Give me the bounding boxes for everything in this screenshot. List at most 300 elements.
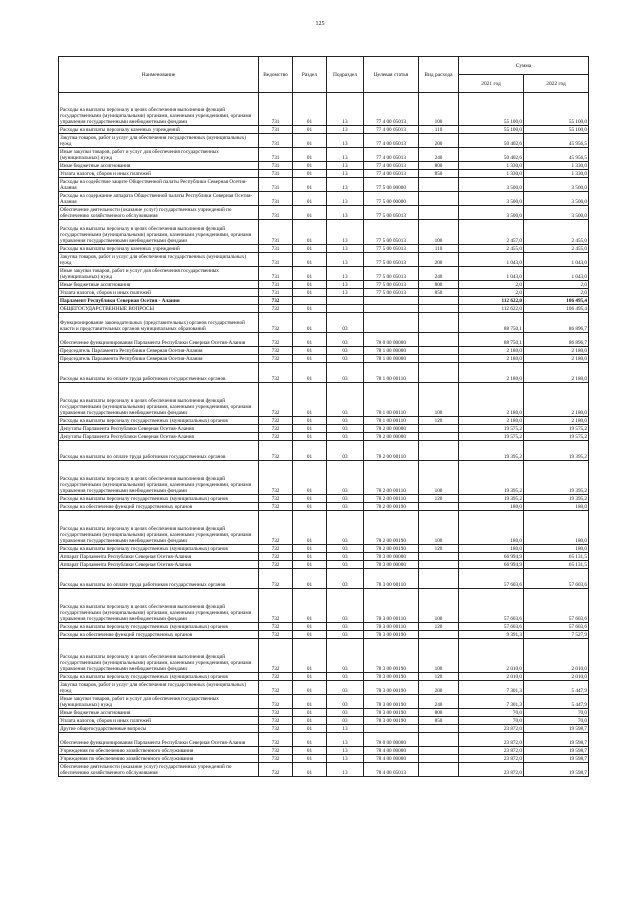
row-target-article: 78 0 00 00000 — [364, 733, 419, 747]
row-target-article: 78 3 00 00190 — [364, 639, 419, 673]
row-target-article: 77 5 00 05013 — [364, 267, 419, 281]
row-section: 01 — [293, 220, 327, 245]
row-sum-2022: 3 500,0 — [524, 192, 589, 206]
row-target-article: 78 1 00 00000 — [364, 355, 419, 363]
row-subsection: 13 — [327, 755, 364, 763]
row-subsection: 03 — [327, 709, 364, 717]
row-subsection: 13 — [327, 267, 364, 281]
row-sum-2021: 57 603,6 — [459, 589, 524, 623]
row-expense-type: 100 — [419, 383, 459, 417]
row-name: Расходы на выплаты персоналу государственных (муниципальных) органов — [59, 417, 259, 425]
row-expense-type: 120 — [419, 623, 459, 631]
row-department: 732 — [259, 363, 293, 383]
row-sum-2021: 88 750,1 — [459, 313, 524, 333]
row-subsection: 03 — [327, 639, 364, 673]
row-department: 732 — [259, 639, 293, 673]
row-department: 732 — [259, 673, 293, 681]
row-name: Обеспечение деятельности (оказание услуг) государственных учреждений по обеспечению хозяйственного обслуживания — [59, 206, 259, 220]
row-subsection: 13 — [327, 206, 364, 220]
header-sum: Сумма — [459, 57, 589, 75]
table-row — [59, 347, 589, 355]
row-expense-type: 100 — [419, 93, 459, 126]
row-name: Иные бюджетные ассигнования — [59, 281, 259, 289]
page-number: 125 — [315, 21, 325, 27]
row-name: Уплата налогов, сборов и иных платежей — [59, 170, 259, 178]
row-name: Расходы на выплаты по оплате труда работников государственных органов — [59, 441, 259, 461]
row-expense-type: 200 — [419, 253, 459, 267]
row-name: Расходы на содействие защите Общественной палаты Республики Северная Осетия-Алания — [59, 178, 259, 192]
row-expense-type: 850 — [419, 170, 459, 178]
row-sum-2022: 2 180,0 — [524, 383, 589, 417]
row-sum-2021: 2,0 — [459, 281, 524, 289]
row-target-article: 78 3 00 00190 — [364, 673, 419, 681]
row-target-article: 78 3 00 00190 — [364, 695, 419, 709]
row-target-article: 78 2 00 00190 — [364, 503, 419, 511]
row-subsection: 13 — [327, 253, 364, 267]
row-sum-2022: 65 131,5 — [524, 553, 589, 561]
row-sum-2022: 65 131,5 — [524, 561, 589, 569]
row-sum-2022: 180,0 — [524, 503, 589, 511]
row-name: Расходы на содержание аппарата Общественной палаты Республики Северная Осетия-Алания — [59, 192, 259, 206]
row-sum-2022: 1 330,0 — [524, 170, 589, 178]
row-sum-2022: 19 395,2 — [524, 495, 589, 503]
row-expense-type — [419, 763, 459, 777]
table-row — [59, 170, 589, 178]
row-expense-type: 120 — [419, 545, 459, 553]
table-row — [59, 93, 589, 126]
row-expense-type — [419, 425, 459, 433]
row-subsection: 13 — [327, 763, 364, 777]
row-section: 01 — [293, 709, 327, 717]
row-subsection: 13 — [327, 289, 364, 297]
row-expense-type — [419, 297, 459, 305]
row-target-article — [364, 725, 419, 733]
row-department: 732 — [259, 461, 293, 495]
table-row — [59, 733, 589, 747]
row-name: Депутаты Парламента Республики Северная Осетия-Алания — [59, 433, 259, 441]
row-subsection: 03 — [327, 433, 364, 441]
row-sum-2021: 23 872,0 — [459, 733, 524, 747]
row-expense-type — [419, 313, 459, 333]
table-row — [59, 267, 589, 281]
table-row — [59, 553, 589, 561]
row-expense-type: 240 — [419, 695, 459, 709]
row-sum-2022: 2 455,0 — [524, 245, 589, 253]
row-sum-2021: 55 100,0 — [459, 93, 524, 126]
row-section: 01 — [293, 313, 327, 333]
row-sum-2021: 50 402,6 — [459, 148, 524, 162]
row-name: Расходы на выплаты персоналу в целях обеспечения выполнения функций государственными (муниципальными) органами, казенными учреждениями, органами управления государственными внебюджетными фондами — [59, 383, 259, 417]
table-row — [59, 433, 589, 441]
row-target-article: 77 5 00 00000 — [364, 192, 419, 206]
table-row — [59, 755, 589, 763]
row-target-article: 78 3 00 00110 — [364, 623, 419, 631]
table-row — [59, 333, 589, 347]
table-row — [59, 206, 589, 220]
row-section: 01 — [293, 417, 327, 425]
row-name: Другие общегосударственные вопросы — [59, 725, 259, 733]
row-name: Аппарат Парламента Республики Северная Осетия-Алания — [59, 561, 259, 569]
row-expense-type — [419, 553, 459, 561]
table-row — [59, 725, 589, 733]
row-sum-2022: 57 603,6 — [524, 569, 589, 589]
row-section: 01 — [293, 561, 327, 569]
row-sum-2021: 23 872,0 — [459, 763, 524, 777]
row-expense-type: 100 — [419, 639, 459, 673]
row-sum-2021: 2 010,0 — [459, 673, 524, 681]
row-sum-2022: 3 500,0 — [524, 178, 589, 192]
row-sum-2022: 19 598,7 — [524, 725, 589, 733]
row-section: 01 — [293, 673, 327, 681]
table-row — [59, 363, 589, 383]
row-target-article: 78 4 00 00000 — [364, 747, 419, 755]
row-department: 731 — [259, 162, 293, 170]
row-department: 732 — [259, 589, 293, 623]
row-subsection: 13 — [327, 162, 364, 170]
table-row — [59, 545, 589, 553]
row-sum-2021: 7 301,3 — [459, 695, 524, 709]
row-sum-2022: 70,0 — [524, 717, 589, 725]
row-department: 732 — [259, 503, 293, 511]
header-name: Наименование — [59, 57, 259, 93]
row-target-article: 78 3 00 00000 — [364, 553, 419, 561]
row-name: ОБЩЕГОСУДАРСТВЕННЫЕ ВОПРОСЫ — [59, 305, 259, 313]
row-name: Расходы на выплаты персоналу государственных (муниципальных) органов — [59, 545, 259, 553]
row-name: Уплата налогов, сборов и иных платежей — [59, 289, 259, 297]
row-expense-type: 110 — [419, 126, 459, 134]
row-department: 731 — [259, 148, 293, 162]
row-sum-2022: 57 603,6 — [524, 589, 589, 623]
row-sum-2022: 180,0 — [524, 545, 589, 553]
row-name: Председатель Парламента Республики Северная Осетия-Алания — [59, 347, 259, 355]
row-department: 732 — [259, 681, 293, 695]
table-row — [59, 178, 589, 192]
row-sum-2021: 19 575,2 — [459, 433, 524, 441]
row-name: Иные бюджетные ассигнования — [59, 162, 259, 170]
row-subsection: 03 — [327, 717, 364, 725]
row-expense-type: 120 — [419, 495, 459, 503]
row-subsection: 03 — [327, 363, 364, 383]
row-sum-2021: 23 872,0 — [459, 755, 524, 763]
row-sum-2021: 112 622,0 — [459, 297, 524, 305]
row-section: 01 — [293, 511, 327, 545]
row-expense-type — [419, 206, 459, 220]
table-row — [59, 561, 589, 569]
row-expense-type — [419, 755, 459, 763]
row-subsection: 03 — [327, 495, 364, 503]
row-section: 01 — [293, 245, 327, 253]
row-sum-2021: 19 395,2 — [459, 441, 524, 461]
row-expense-type: 100 — [419, 220, 459, 245]
row-subsection: 03 — [327, 589, 364, 623]
row-sum-2021: 19 395,2 — [459, 461, 524, 495]
table-row — [59, 461, 589, 495]
row-section: 01 — [293, 281, 327, 289]
row-sum-2021: 57 603,6 — [459, 623, 524, 631]
row-sum-2022: 2 180,0 — [524, 363, 589, 383]
row-name: Депутаты Парламента Республики Северная Осетия-Алания — [59, 425, 259, 433]
row-subsection: 03 — [327, 441, 364, 461]
row-department: 732 — [259, 297, 293, 305]
table-row — [59, 763, 589, 777]
row-name: Закупка товаров, работ и услуг для обеспечения государственных (муниципальных) нужд — [59, 253, 259, 267]
row-expense-type: 240 — [419, 267, 459, 281]
row-subsection: 03 — [327, 383, 364, 417]
row-section: 01 — [293, 553, 327, 561]
row-name: Расходы на обеспечение функций государственных органов — [59, 503, 259, 511]
row-subsection — [327, 305, 364, 313]
row-target-article: 78 3 00 00190 — [364, 709, 419, 717]
row-target-article: 78 1 00 00110 — [364, 383, 419, 417]
row-expense-type: 800 — [419, 281, 459, 289]
table-body — [59, 93, 589, 777]
row-name: Расходы на выплаты персоналу в целях обеспечения выполнения функций государственными (муниципальными) органами, казенными учреждениями, органами управления государственными внебюджетными фондами — [59, 461, 259, 495]
header-target-article: Целевая статья — [364, 57, 419, 93]
row-subsection: 03 — [327, 623, 364, 631]
row-sum-2022: 19 598,7 — [524, 733, 589, 747]
row-department: 731 — [259, 245, 293, 253]
row-subsection: 03 — [327, 545, 364, 553]
row-sum-2021: 1 043,0 — [459, 267, 524, 281]
row-sum-2022: 2 010,0 — [524, 639, 589, 673]
row-expense-type — [419, 569, 459, 589]
row-section: 01 — [293, 639, 327, 673]
row-expense-type: 200 — [419, 134, 459, 148]
row-target-article: 78 3 00 00190 — [364, 631, 419, 639]
row-section: 01 — [293, 433, 327, 441]
row-section: 01 — [293, 178, 327, 192]
row-target-article: 78 2 00 00190 — [364, 511, 419, 545]
row-section: 01 — [293, 569, 327, 589]
row-department: 732 — [259, 755, 293, 763]
row-department: 732 — [259, 383, 293, 417]
table-row — [59, 126, 589, 134]
row-target-article: 78 2 00 00110 — [364, 495, 419, 503]
row-sum-2022: 2 180,0 — [524, 355, 589, 363]
table-row — [59, 425, 589, 433]
row-sum-2022: 1 330,0 — [524, 162, 589, 170]
row-department: 731 — [259, 192, 293, 206]
row-sum-2022: 106 495,4 — [524, 305, 589, 313]
row-expense-type — [419, 305, 459, 313]
row-subsection: 13 — [327, 725, 364, 733]
row-department: 732 — [259, 355, 293, 363]
row-department: 732 — [259, 545, 293, 553]
table-row — [59, 681, 589, 695]
row-sum-2021: 66 994,9 — [459, 561, 524, 569]
row-name: Уплата налогов, сборов и иных платежей — [59, 717, 259, 725]
row-section: 01 — [293, 747, 327, 755]
row-subsection: 03 — [327, 355, 364, 363]
row-section: 01 — [293, 126, 327, 134]
row-expense-type — [419, 441, 459, 461]
table-row — [59, 192, 589, 206]
row-sum-2022: 2,0 — [524, 289, 589, 297]
row-name: Расходы на выплаты персоналу государственных (муниципальных) органов — [59, 673, 259, 681]
row-section: 01 — [293, 755, 327, 763]
row-section: 01 — [293, 623, 327, 631]
row-sum-2021: 1 330,0 — [459, 170, 524, 178]
row-subsection: 13 — [327, 245, 364, 253]
row-sum-2022: 1 043,0 — [524, 253, 589, 267]
row-sum-2021: 1 330,0 — [459, 162, 524, 170]
row-name: Иные бюджетные ассигнования — [59, 709, 259, 717]
row-expense-type: 110 — [419, 245, 459, 253]
row-section: 01 — [293, 545, 327, 553]
table-row — [59, 569, 589, 589]
table-row — [59, 639, 589, 673]
row-expense-type — [419, 725, 459, 733]
row-sum-2021: 2 180,0 — [459, 347, 524, 355]
row-department: 732 — [259, 511, 293, 545]
row-sum-2021: 180,0 — [459, 503, 524, 511]
row-section: 01 — [293, 333, 327, 347]
row-name: Расходы на выплаты персоналу казенных учреждений — [59, 126, 259, 134]
row-name: Обеспечение деятельности (оказание услуг) государственных учреждений по обеспечению хозяйственного обслуживания — [59, 763, 259, 777]
row-expense-type — [419, 178, 459, 192]
row-sum-2021: 2 180,0 — [459, 383, 524, 417]
row-sum-2022: 19 598,7 — [524, 763, 589, 777]
row-target-article: 78 3 00 00110 — [364, 589, 419, 623]
row-expense-type: 850 — [419, 717, 459, 725]
row-section: 01 — [293, 305, 327, 313]
row-department: 732 — [259, 433, 293, 441]
row-target-article: 77 5 00 05013 — [364, 281, 419, 289]
row-sum-2021: 66 994,9 — [459, 553, 524, 561]
row-target-article: 77 4 00 05013 — [364, 93, 419, 126]
row-name: Расходы на обеспечение функций государственных органов — [59, 631, 259, 639]
header-qty: Ведомство — [259, 57, 293, 93]
row-section — [293, 297, 327, 305]
row-subsection: 13 — [327, 148, 364, 162]
row-department: 731 — [259, 253, 293, 267]
row-name: Обеспечение функционирования Парламента Республики Северная Осетия-Алания — [59, 733, 259, 747]
row-name: Председатель Парламента Республики Северная Осетия-Алания — [59, 355, 259, 363]
row-section: 01 — [293, 503, 327, 511]
row-name: Расходы на выплаты персоналу государственных (муниципальных) органов — [59, 623, 259, 631]
row-department: 732 — [259, 763, 293, 777]
row-sum-2022: 19 598,7 — [524, 747, 589, 755]
row-sum-2021: 3 500,0 — [459, 206, 524, 220]
row-target-article: 77 5 00 05013 — [364, 220, 419, 245]
table-row — [59, 313, 589, 333]
row-name: Функционирование законодательных (представительных) органов государственной власти и представительных органов муниципальных образований — [59, 313, 259, 333]
row-section: 01 — [293, 363, 327, 383]
row-target-article: 78 4 00 05013 — [364, 763, 419, 777]
table-row — [59, 305, 589, 313]
row-subsection: 03 — [327, 417, 364, 425]
row-sum-2022: 55 100,0 — [524, 93, 589, 126]
row-expense-type — [419, 733, 459, 747]
row-subsection: 03 — [327, 569, 364, 589]
table-row — [59, 148, 589, 162]
row-expense-type: 800 — [419, 709, 459, 717]
row-subsection: 13 — [327, 126, 364, 134]
row-sum-2021: 70,0 — [459, 717, 524, 725]
row-name: Обеспечение функционирования Парламента Республики Северная Осетия-Алания — [59, 333, 259, 347]
row-name: Расходы на выплаты персоналу государственных (муниципальных) органов — [59, 495, 259, 503]
table-row — [59, 289, 589, 297]
row-subsection — [327, 297, 364, 305]
row-department: 731 — [259, 206, 293, 220]
row-subsection: 03 — [327, 461, 364, 495]
row-target-article: 78 3 00 00190 — [364, 681, 419, 695]
row-sum-2022: 57 603,6 — [524, 623, 589, 631]
budget-table — [58, 56, 589, 777]
row-department: 731 — [259, 281, 293, 289]
row-expense-type — [419, 433, 459, 441]
row-department: 732 — [259, 347, 293, 355]
row-subsection: 03 — [327, 313, 364, 333]
row-subsection: 13 — [327, 281, 364, 289]
row-section: 01 — [293, 725, 327, 733]
row-subsection: 03 — [327, 561, 364, 569]
row-target-article: 77 5 00 05013 — [364, 245, 419, 253]
header-podrazdel: Подраздел — [327, 57, 364, 93]
row-target-article: 77 4 00 05013 — [364, 170, 419, 178]
row-department: 732 — [259, 417, 293, 425]
row-name: Расходы на выплаты по оплате труда работников государственных органов — [59, 363, 259, 383]
table-row — [59, 220, 589, 245]
row-sum-2021: 7 301,3 — [459, 681, 524, 695]
row-expense-type — [419, 192, 459, 206]
row-target-article: 78 1 00 00000 — [364, 347, 419, 355]
table-row — [59, 297, 589, 305]
row-sum-2021: 23 872,0 — [459, 747, 524, 755]
row-sum-2021: 2 180,0 — [459, 417, 524, 425]
row-subsection: 03 — [327, 631, 364, 639]
row-section: 01 — [293, 162, 327, 170]
row-sum-2021: 50 402,6 — [459, 134, 524, 148]
row-sum-2022: 55 100,0 — [524, 126, 589, 134]
row-sum-2021: 180,0 — [459, 511, 524, 545]
row-expense-type — [419, 333, 459, 347]
row-expense-type — [419, 355, 459, 363]
row-sum-2022: 7 527,9 — [524, 631, 589, 639]
row-subsection: 13 — [327, 178, 364, 192]
row-section: 01 — [293, 631, 327, 639]
row-section: 01 — [293, 192, 327, 206]
row-sum-2021: 2 457,0 — [459, 220, 524, 245]
row-department: 731 — [259, 220, 293, 245]
row-section: 01 — [293, 267, 327, 281]
table-row — [59, 673, 589, 681]
row-name: Иные закупки товаров, работ и услуг для обеспечения государственных (муниципальных) нужд — [59, 695, 259, 709]
row-expense-type — [419, 747, 459, 755]
header-year-2022: 2022 год — [524, 75, 589, 93]
row-name: Расходы на выплаты персоналу в целях обеспечения выполнения функций государственными (муниципальными) органами, казенными учреждениями, органами управления государственными внебюджетными фондами — [59, 589, 259, 623]
row-sum-2021: 2,0 — [459, 289, 524, 297]
row-department: 732 — [259, 569, 293, 589]
row-section: 01 — [293, 733, 327, 747]
row-expense-type: 850 — [419, 289, 459, 297]
row-expense-type: 200 — [419, 681, 459, 695]
row-section: 01 — [293, 763, 327, 777]
row-section: 01 — [293, 253, 327, 267]
row-subsection: 13 — [327, 170, 364, 178]
row-name: Парламент Республики Северная Осетия - Алания — [59, 297, 259, 305]
row-target-article: 77 4 00 05013 — [364, 162, 419, 170]
row-sum-2021: 70,0 — [459, 709, 524, 717]
row-expense-type — [419, 347, 459, 355]
row-sum-2021: 1 043,0 — [459, 253, 524, 267]
row-name: Закупка товаров, работ и услуг для обеспечения государственных (муниципальных) нужд — [59, 681, 259, 695]
row-subsection: 13 — [327, 733, 364, 747]
row-sum-2021: 23 872,0 — [459, 725, 524, 733]
row-sum-2022: 86 896,7 — [524, 313, 589, 333]
row-subsection: 13 — [327, 134, 364, 148]
row-subsection: 13 — [327, 93, 364, 126]
